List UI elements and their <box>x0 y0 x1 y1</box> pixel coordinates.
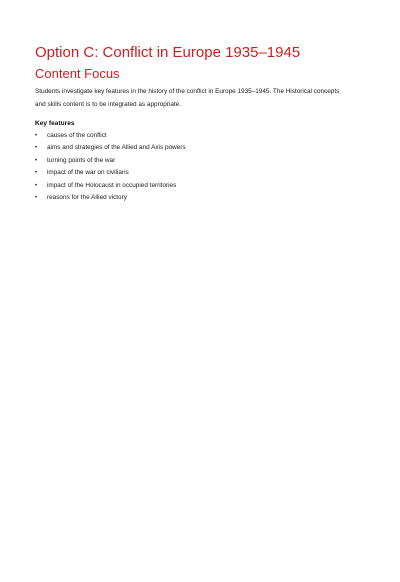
bullet-icon: • <box>35 133 38 139</box>
bullet-icon: • <box>35 157 38 164</box>
list-item-text: impact of the war on civilians <box>47 169 129 177</box>
list-item-text: aims and strategies of the Allied and Axis powers <box>47 144 186 152</box>
bullet-icon: • <box>35 145 38 152</box>
bullet-icon: • <box>35 170 38 177</box>
intro-paragraph <box>35 85 365 111</box>
list-item-text: causes of the conflict <box>47 132 107 139</box>
intro-line-2: and skills content is to be integrated as appropriate. <box>35 101 182 108</box>
list-item-text: turning points of the war <box>47 156 116 164</box>
page-title: Option C: Conflict in Europe 1935–1945 <box>35 44 301 61</box>
key-features-heading: Key features <box>35 120 75 127</box>
bullet-icon: • <box>35 182 38 189</box>
intro-line-1: Students investigate key features in the history of the conflict in Europe 1935–1945. The Historical concepts <box>35 88 340 95</box>
list-item-text: reasons for the Allied victory <box>47 193 127 201</box>
section-heading-content-focus: Content Focus <box>35 66 120 81</box>
list-item-text: impact of the Holocaust in occupied territories <box>47 181 177 189</box>
bullet-icon: • <box>35 194 38 201</box>
